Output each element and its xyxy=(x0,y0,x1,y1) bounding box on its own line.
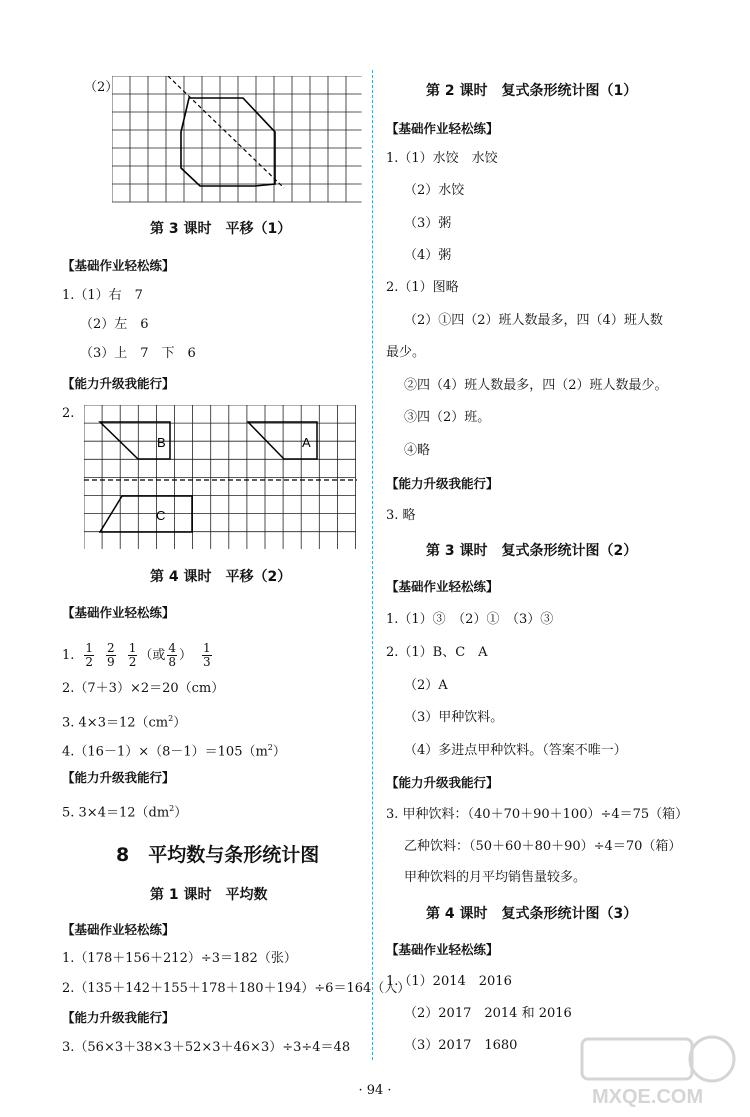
page-number: · 94 · xyxy=(358,1083,392,1098)
r2-line: （2）①四（2）班人数最多，四（4）班人数 xyxy=(404,313,663,328)
r2-line: （4）粥 xyxy=(404,248,452,263)
label-b: B xyxy=(157,435,166,450)
r3-line: （3）甲种饮料。 xyxy=(404,710,504,725)
l4-q5: 5. $3\times 4=12(dm^2)$ xyxy=(62,804,188,821)
chapter-title: 8 平均数与条形统计图 xyxy=(116,844,320,866)
r3-line: 2.（1）B、C A xyxy=(386,645,488,660)
r2-line: ③四（2）班。 xyxy=(404,410,491,425)
l4-adv-heading: 【能力升级我能行】 xyxy=(62,770,175,785)
l4-q3: 3. $4\times 3=12(cm^2)$ xyxy=(62,714,187,731)
r2-adv-heading: 【能力升级我能行】 xyxy=(386,476,499,491)
hexagon-shape xyxy=(181,98,275,186)
l1-q3: 3.（56×3＋38×3＋52×3＋46×3）÷3÷4＝48 xyxy=(62,1040,351,1055)
label-a: A xyxy=(302,435,311,450)
lesson-1-title: 第 1 课时 平均数 xyxy=(150,887,268,903)
fraction: $\frac{2}{9}$ xyxy=(107,641,115,669)
r2-line: （3）粥 xyxy=(404,216,452,231)
figure-1-grid xyxy=(112,76,362,203)
r3-basic-heading: 【基础作业轻松练】 xyxy=(386,579,499,594)
label-c: C xyxy=(156,508,166,523)
fraction: $\frac{1}{2}$ xyxy=(128,641,137,669)
r3-line: （4）多进点甲种饮料。（答案不唯一） xyxy=(404,743,627,758)
lesson-r4-title: 第 4 课时 复式条形统计图（3） xyxy=(426,906,638,922)
r4-line: （2）2017 2014 和 2016 xyxy=(404,1006,572,1021)
figure-2-grid xyxy=(84,405,357,551)
r2-line: 最少。 xyxy=(386,345,426,360)
r2-line: ④略 xyxy=(404,443,431,458)
r4-line: 1.（1）2014 2016 xyxy=(386,974,512,989)
lesson-3-title: 第 3 课时 平移（1） xyxy=(150,221,292,237)
watermark-text: MXQE.COM xyxy=(592,1086,704,1108)
l3-adv-heading: 【能力升级我能行】 xyxy=(62,376,175,391)
r2-q3: 3. 略 xyxy=(386,508,416,523)
r4-line: （3）2017 1680 xyxy=(404,1038,518,1053)
l4-q1 xyxy=(62,642,214,669)
r3-q3-line: 甲种饮料的月平均销售量较多。 xyxy=(404,870,587,885)
l1-q1: 1.（178＋156＋212）÷3＝182（张） xyxy=(62,951,297,966)
r3-adv-heading: 【能力升级我能行】 xyxy=(386,775,499,790)
l3-q2: 2. xyxy=(62,406,75,421)
fraction-group xyxy=(126,642,192,669)
r2-line: ②四（4）班人数最多，四（2）班人数最少。 xyxy=(404,378,668,393)
l3-q1b: （2）左 6 xyxy=(80,317,149,332)
r2-line: 1.（1）水饺 水饺 xyxy=(386,151,498,166)
l4-q2: 2.（7＋3）×2＝20（cm） xyxy=(62,681,225,696)
l4-q1-num: 1. xyxy=(62,647,75,663)
r2-line: 2.（1）图略 xyxy=(386,280,459,295)
r2-basic-heading: 【基础作业轻松练】 xyxy=(386,121,499,136)
fraction: $\frac{4}{8}$ xyxy=(168,641,176,669)
l1-q2: 2.（135＋142＋155＋178＋180＋194）÷6＝164（人） xyxy=(62,981,411,996)
r3-q3-line: 3. 甲种饮料：（40＋70＋90＋100）÷4＝75（箱） xyxy=(386,807,689,822)
fraction: $\frac{1}{3}$ xyxy=(203,641,211,669)
l1-basic-heading: 【基础作业轻松练】 xyxy=(62,922,175,937)
l3-q1a: 1.（1）右 7 xyxy=(62,288,143,303)
or-open: （或 xyxy=(139,647,166,663)
column-divider xyxy=(372,70,373,1060)
r3-q3-line: 乙种饮料：（50＋60＋80＋90）÷4＝70（箱） xyxy=(404,839,682,854)
r3-line: 1.（1）③ （2）① （3）③ xyxy=(386,612,554,627)
r2-line: （2）水饺 xyxy=(404,183,465,198)
l1-adv-heading: 【能力升级我能行】 xyxy=(62,1010,175,1025)
l4-q4: $4.(16-1)\times(8-1)=105(m^2)$ xyxy=(62,743,286,760)
or-close: ） xyxy=(178,647,192,663)
l3-basic-heading: 【基础作业轻松练】 xyxy=(62,258,175,273)
lesson-r3-title: 第 3 课时 复式条形统计图（2） xyxy=(426,543,638,559)
r3-line: （2）A xyxy=(404,678,448,693)
watermark-logo xyxy=(572,1031,742,1111)
lesson-4-title: 第 4 课时 平移（2） xyxy=(150,569,292,585)
fraction: $\frac{1}{2}$ xyxy=(85,641,94,669)
l4-basic-heading: 【基础作业轻松练】 xyxy=(62,605,175,620)
figure-1-label: （2） xyxy=(84,80,119,95)
lesson-r2-title: 第 2 课时 复式条形统计图（1） xyxy=(426,83,638,99)
r4-basic-heading: 【基础作业轻松练】 xyxy=(386,942,499,957)
l3-q1c: （3）上 7 下 6 xyxy=(80,346,196,361)
